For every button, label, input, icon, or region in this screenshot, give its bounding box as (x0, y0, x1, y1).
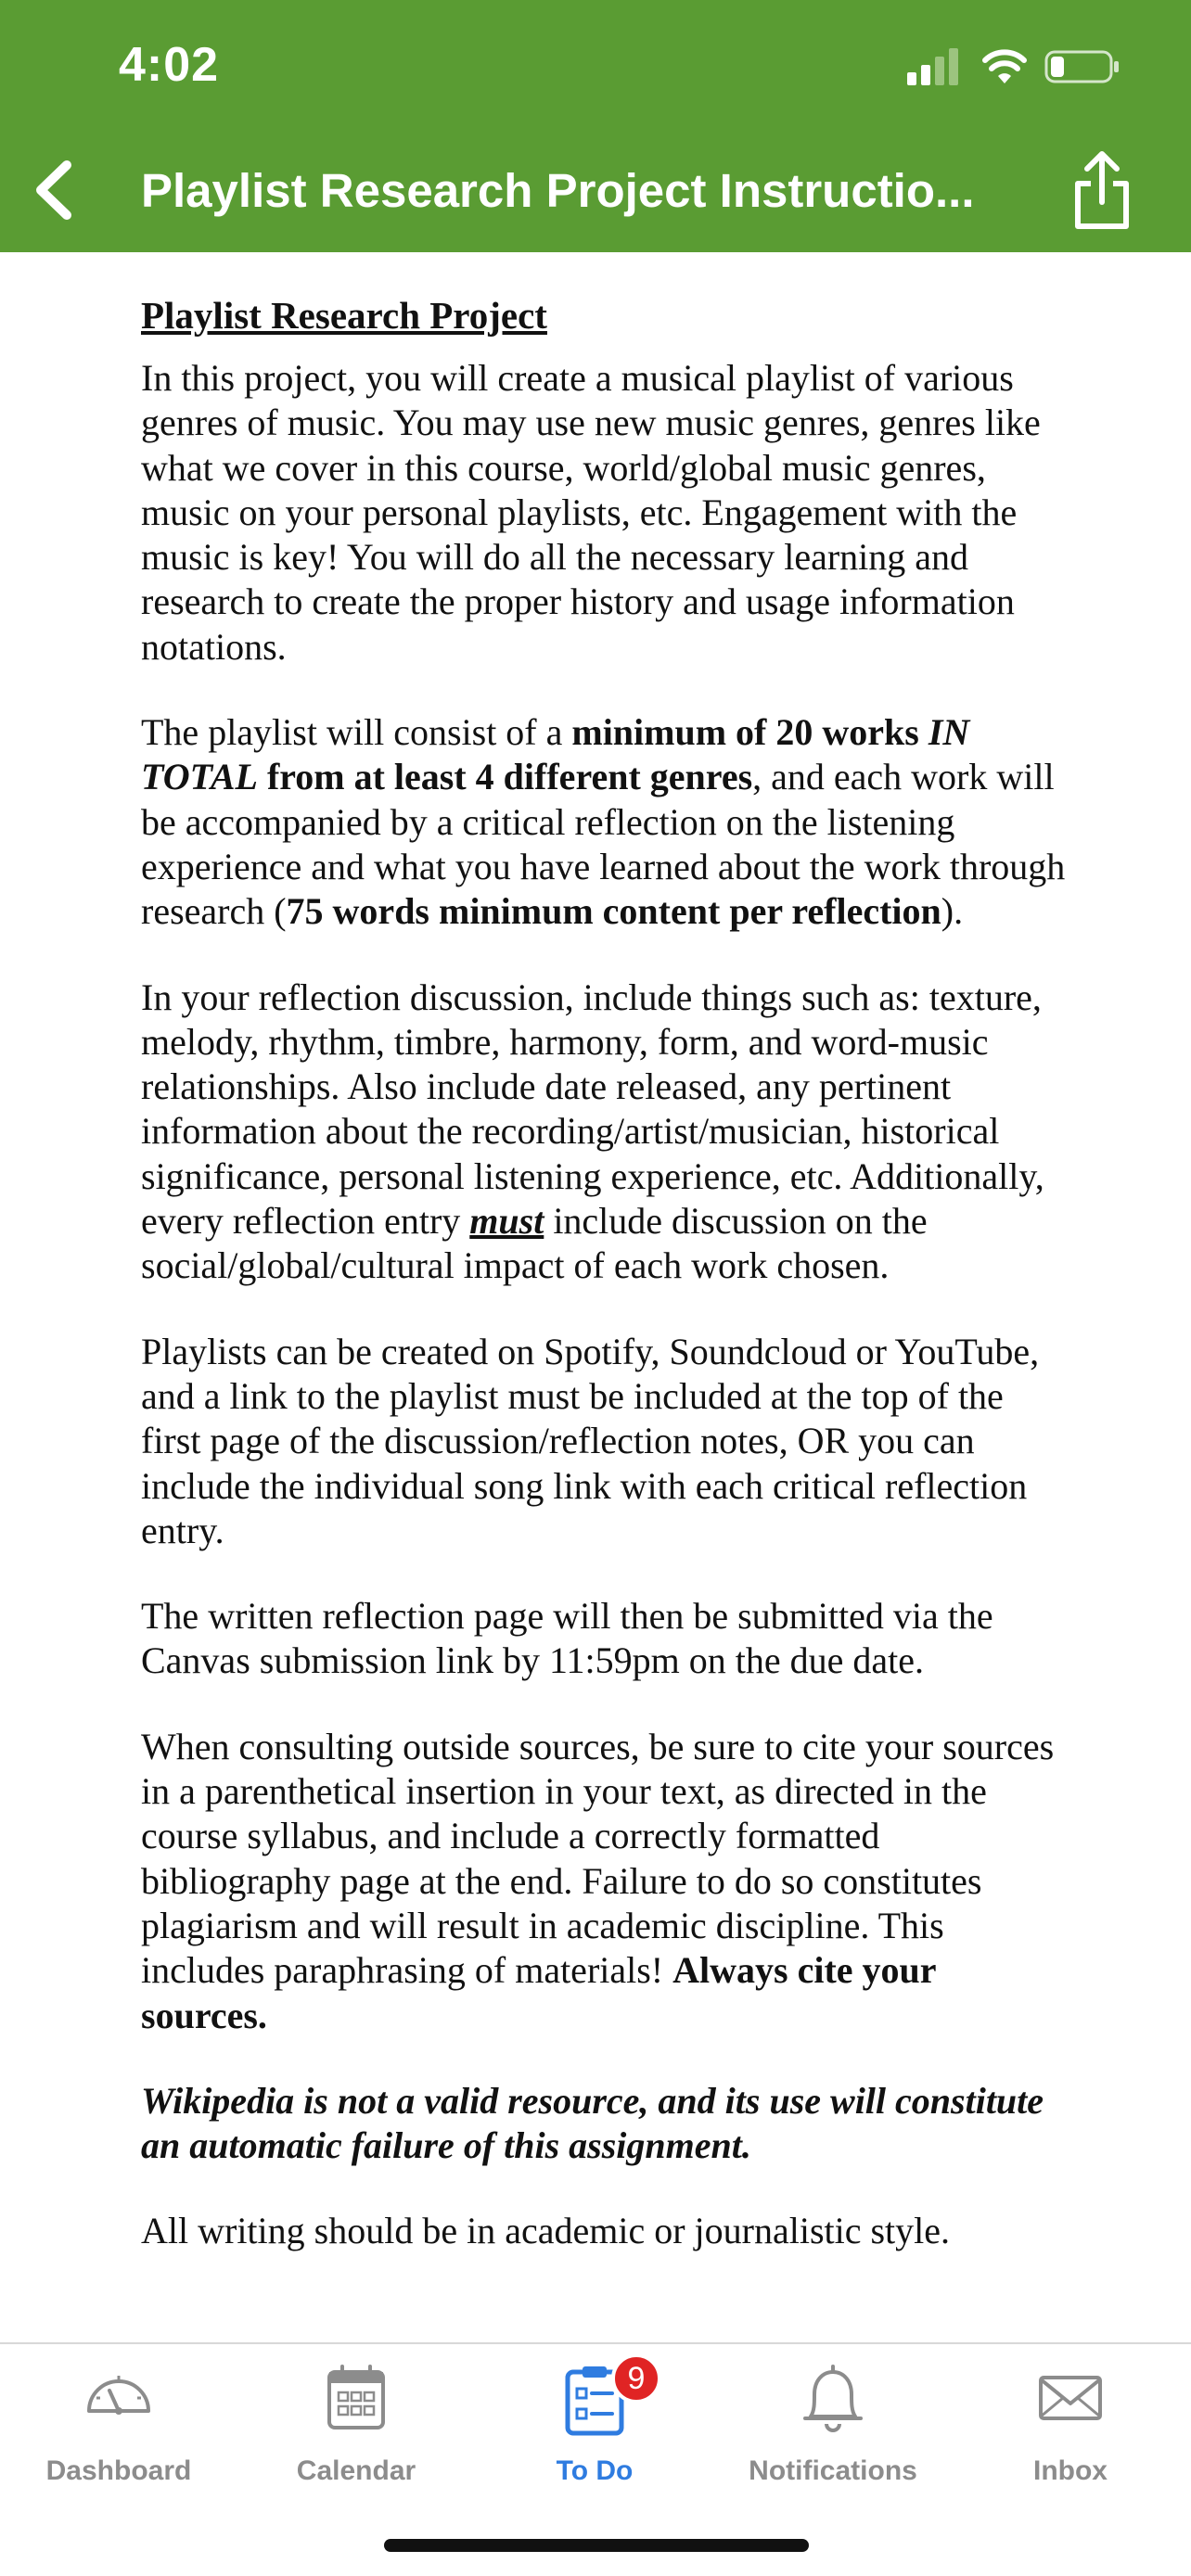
tab-label: To Do (556, 2455, 634, 2486)
tab-todo[interactable] (476, 2344, 713, 2493)
tab-dashboard[interactable] (0, 2344, 237, 2493)
paragraph-intro: In this project, you will create a musical playlist of various genres of music. You may use new music genres, genres like what we cover in this course, world/global music genres, music on your personal playlists, etc. Engagement with the music is key! You will do all the necessary learning and research to create the proper history and usage information notations. (141, 357, 1041, 668)
tab-label: Calendar (296, 2455, 416, 2486)
text-span: include discussion on the social/global/cultural impact of each work chosen. (141, 1200, 928, 1287)
paragraph-wikipedia (141, 2079, 1069, 2169)
text-span: When consulting outside sources, be sure to cite your sources in a parenthetical insertion in your text, as directed in the course syllabus, and include a correctly formatted bibliography page at the end. Failure to do so constitutes plagiarism and will result in academic discipline. This includes paraphrasing of materials! (141, 1725, 1055, 1992)
emphasis-must: must (469, 1200, 544, 1243)
bold-text: 75 words minimum content per reflection (286, 890, 941, 933)
bold-text: Always cite your sources. (141, 1949, 936, 2036)
share-button[interactable] (1065, 148, 1139, 232)
bell-icon (800, 2363, 866, 2435)
text-span: The playlist will consist of a (141, 711, 572, 754)
tab-label: Dashboard (45, 2455, 192, 2486)
tab-label: Inbox (1033, 2455, 1108, 2486)
back-button[interactable] (28, 158, 83, 223)
tab-label: Notifications (749, 2455, 917, 2486)
battery-icon (1044, 48, 1121, 85)
tab-inbox[interactable] (952, 2344, 1189, 2493)
home-indicator[interactable] (384, 2539, 809, 2552)
wifi-icon (981, 48, 1028, 85)
app-header (0, 0, 1191, 252)
signal-icon (907, 48, 959, 85)
text-span: , and each work will be accompanied by a critical reflection on the listening experience and what you have learned about the work through research ( (141, 756, 1066, 933)
tab-calendar[interactable] (237, 2344, 475, 2493)
paragraph-style: All writing should be in academic or journalistic style. (141, 2210, 951, 2252)
paragraph-submission: The written reflection page will then be submitted via the Canvas submission link by 11:59pm on the due date. (141, 1595, 993, 1682)
chevron-left-icon (28, 158, 83, 223)
document-heading: Playlist Research Project (141, 294, 547, 337)
todo-badge: 9 (611, 2353, 661, 2404)
paragraph-sources (141, 1725, 1069, 2038)
bold-italic-text: IN TOTAL (141, 711, 970, 798)
calendar-icon (326, 2363, 387, 2433)
paragraph-playlists: Playlists can be created on Spotify, Soundcloud or YouTube, and a link to the playlist must be included at the top of the first page of the discussion/reflection notes, OR you can include the individual song link with each critical reflection entry. (141, 1330, 1040, 1551)
bold-italic-text: Wikipedia is not a valid resource, and its use will constitute an automatic failure of this assignment. (141, 2079, 1044, 2167)
page-title: Playlist Research Project Instructio... (141, 164, 975, 217)
paragraph-requirements (141, 710, 1069, 934)
paragraph-reflection (141, 976, 1069, 1289)
bold-text: from at least 4 different genres (257, 756, 753, 798)
text-span: In your reflection discussion, include things such as: texture, melody, rhythm, timbre, harmony, form, and word-music relationships. Also include date released, any pertinent information about the recording/artist/musician, historical significance, personal listening experience, etc. Additionally, every reflection entry (141, 976, 1044, 1243)
text-span: ). (941, 890, 964, 933)
tab-notifications[interactable] (714, 2344, 952, 2493)
dashboard-icon (83, 2363, 154, 2433)
bold-text: minimum of 20 works (571, 711, 928, 754)
envelope-icon (1037, 2363, 1104, 2433)
document-body (141, 289, 1069, 2295)
status-time: 4:02 (119, 38, 220, 92)
share-icon (1065, 148, 1139, 232)
